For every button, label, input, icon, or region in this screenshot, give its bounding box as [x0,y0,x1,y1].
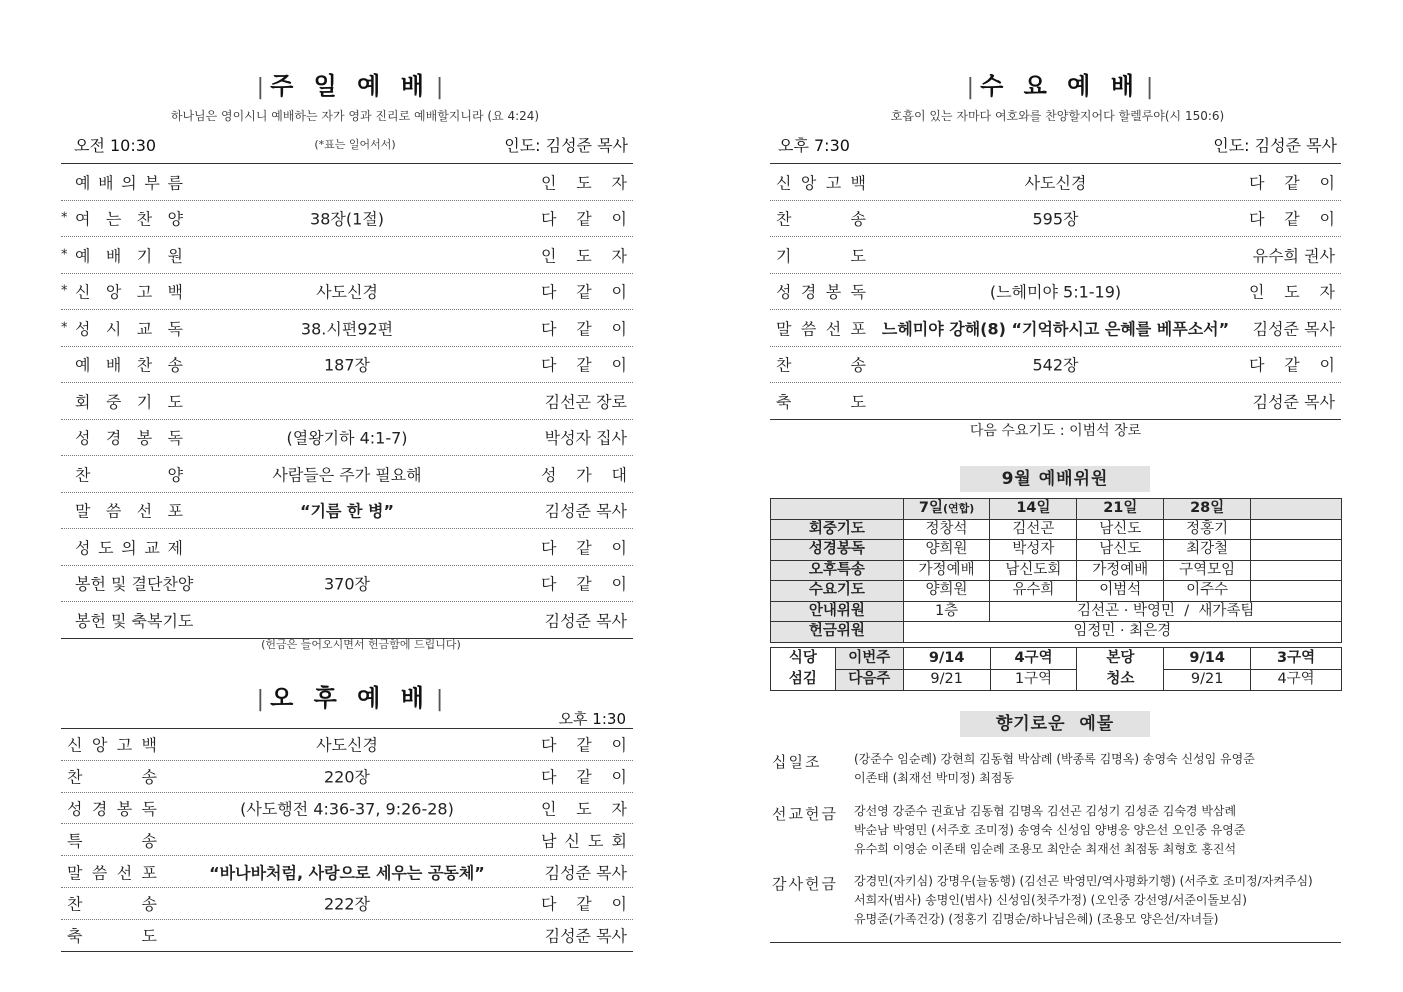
order-row [61,237,633,274]
order-leader: 다 같 이 [541,355,627,375]
duty-row [771,581,1342,602]
duty-date: 7일(연합) [903,499,990,520]
order-item: 예 배 의 부 름 [75,173,183,193]
duty-role: 오후특송 [771,560,904,581]
sunday-standing-note: (*표는 일어서서) [314,138,396,151]
duty-person: 가정예배 [1077,560,1164,581]
standing-mark: * [61,210,68,226]
order-content: “기름 한 병” [300,501,394,521]
order-leader: 다 같 이 [541,538,627,558]
meal-row-next [771,669,1342,691]
duty-person: 이주수 [1164,581,1251,602]
duty-person [1251,540,1342,561]
duty-person: 양희원 [903,540,990,561]
afternoon-order-list [61,728,633,952]
duty-person: 남신도회 [990,560,1077,581]
order-leader: 유수희 권사 [1252,246,1335,266]
order-content: 사람들은 주가 필요해 [272,465,422,485]
duty-person: 정홍기 [1164,519,1251,540]
duty-person: 유수희 [990,581,1077,602]
next-wednesday-prayer: 다음 수요기도 : 이범석 장로 [969,423,1142,439]
order-item: 성 도 의 교 제 [75,538,183,558]
meal-next-group: 1구역 [990,669,1077,691]
afternoon-time: 오후 1:30 [558,710,626,728]
order-row [61,824,633,856]
duty-person: 김선곤 [990,519,1077,540]
offering-donors [854,802,1339,859]
order-item: 찬 송 [776,355,866,375]
next-week-label: 다음주 [835,669,903,691]
order-row [61,529,633,566]
order-content: 사도신경 [1024,173,1087,193]
clean-label: 본당 청소 [1077,648,1164,691]
order-leader: 다 같 이 [541,319,627,339]
order-item: 축 도 [776,392,866,412]
this-week-label: 이번주 [835,648,903,670]
duty-row [771,519,1342,540]
order-leader: 다 같 이 [1249,173,1335,193]
order-leader: 김성준 목사 [1252,319,1335,339]
offering-donors [854,750,1339,788]
clean-this-group: 3구역 [1251,648,1342,670]
duty-table [770,498,1342,643]
order-row [61,420,633,457]
order-row [770,164,1341,201]
sunday-title: | 주 일 예 배 | [256,72,444,100]
guide-row [771,601,1342,622]
guide-floor: 1층 [903,601,990,622]
duty-date: 14일 [990,499,1077,520]
order-leader: 박성자 집사 [544,428,627,448]
duty-person: 가정예배 [903,560,990,581]
duty-corner [771,499,904,520]
order-leader: 다 같 이 [541,735,627,755]
duty-date: 28일 [1164,499,1251,520]
meal-this-date: 9/14 [903,648,990,670]
duty-person: 구역모임 [1164,560,1251,581]
order-leader: 다 같 이 [541,767,627,787]
order-content: 370장 [324,574,370,594]
order-row [61,920,633,952]
order-row [61,761,633,793]
duty-person [1251,519,1342,540]
order-item: 말 씀 선 포 [776,319,866,339]
order-leader: 다 같 이 [541,282,627,302]
order-leader: 김선곤 장로 [544,392,627,412]
duty-role: 수요기도 [771,581,904,602]
duty-role: 성경봉독 [771,540,904,561]
order-row [61,456,633,493]
duty-person: 양희원 [903,581,990,602]
order-leader: 다 같 이 [1249,355,1335,375]
standing-mark: * [61,320,68,336]
order-leader: 인 도 자 [541,173,627,193]
clean-this-date: 9/14 [1164,648,1251,670]
duty-date: 21일 [1077,499,1164,520]
order-item: 성 시 교 독 [75,319,183,339]
guide-names: 김선곤 · 박영민 / 새가족팀 [990,601,1342,622]
order-content: 사도신경 [316,735,378,755]
order-row [770,274,1341,311]
order-item: 봉헌 및 축복기도 [75,611,194,631]
donor-line: 유수희 이영순 이존태 임순례 조용모 최안순 최재선 최점동 최형호 홍진석 [854,842,1237,856]
order-content: 느헤미야 강해(8) “기억하시고 은혜를 베푸소서” [881,319,1230,339]
sunday-time: 오전 10:30 [74,136,157,155]
donor-line: 이존태 (최재선 박미정) 최점동 [854,771,1014,785]
donor-line: 강선영 강준수 권효남 김동협 김명옥 김선곤 김성기 김성준 김숙경 박삼례 [854,804,1237,818]
order-row [770,237,1341,274]
wednesday-leader: 인도: 김성준 목사 [1213,136,1337,155]
offering-names: 임정민 · 최은경 [903,622,1341,643]
order-row [770,310,1341,347]
order-item: 봉헌 및 결단찬양 [75,574,194,594]
offering-type: 선교헌금 [772,805,838,823]
offering-row [771,622,1342,643]
order-item: 특 송 [67,831,157,851]
order-content: (사도행전 4:36-37, 9:26-28) [240,799,454,819]
order-item: 신 앙 고 백 [67,735,157,755]
order-content: (열왕기하 4:1-7) [286,428,408,448]
order-row [61,274,633,311]
offering-type: 십일조 [772,753,822,771]
order-item: 신 앙 고 백 [776,173,866,193]
order-content: 222장 [324,894,370,914]
order-item: 성 경 봉 독 [776,282,866,302]
duty-person: 남신도 [1077,540,1164,561]
offerings-bottom-rule [770,942,1341,943]
order-leader: 김성준 목사 [544,863,627,883]
order-leader: 남 신 도 회 [541,831,627,851]
order-leader: 인 도 자 [1249,282,1335,302]
order-item: 여 는 찬 양 [75,209,183,229]
order-row [770,347,1341,384]
wednesday-title: | 수 요 예 배 | [966,72,1154,100]
offering-donors [854,872,1339,929]
wednesday-verse: 호흡이 있는 자마다 여호와를 찬양할지어다 할렐루야(시 150:6) [890,109,1225,123]
wednesday-time: 오후 7:30 [778,136,850,155]
donor-line: 강경민(자키심) 강명우(늘동행) (김선곤 박영민/역사평화기행) (서주호 조미정/자켜주심) [854,874,1313,888]
order-leader: 김성준 목사 [544,501,627,521]
duty-person: 최강철 [1164,540,1251,561]
meal-table [770,647,1342,691]
offering-type: 감사헌금 [772,875,838,893]
duty-person: 정창석 [903,519,990,540]
order-item: 신 앙 고 백 [75,282,183,302]
duty-title: 9월 예배위원 [960,466,1150,492]
order-leader: 다 같 이 [541,894,627,914]
order-content: 38.시편92편 [300,319,394,339]
guide-label: 안내위원 [771,601,904,622]
order-item: 말 씀 선 포 [75,501,183,521]
order-item: 성 경 봉 독 [67,799,157,819]
order-item: 성 경 봉 독 [75,428,183,448]
order-row [61,793,633,825]
duty-person [1251,560,1342,581]
order-content: (느헤미야 5:1-19) [989,282,1122,302]
wednesday-order-list [770,163,1341,420]
order-leader: 김성준 목사 [544,926,627,946]
order-item: 말 씀 선 포 [67,863,157,883]
sunday-verse: 하나님은 영이시니 예배하는 자가 영과 진리로 예배할지니라 (요 4:24) [170,109,540,123]
clean-next-date: 9/21 [1164,669,1251,691]
order-content: 220장 [324,767,370,787]
meal-row-this [771,648,1342,670]
order-leader: 다 같 이 [1249,209,1335,229]
donor-line: (강준수 임순례) 강현희 김동협 박삼례 (박종록 김명옥) 송영숙 신성임 유영준 [854,752,1255,766]
meal-label: 식당 섬김 [771,648,836,691]
sunday-order-list [61,163,633,639]
order-item: 찬 송 [776,209,866,229]
meal-next-date: 9/21 [903,669,990,691]
order-content: 사도신경 [316,282,378,302]
sunday-leader: 인도: 김성준 목사 [504,136,628,155]
order-item: 찬 양 [75,465,183,485]
offering-label: 헌금위원 [771,622,904,643]
order-content: 595장 [1032,209,1079,229]
order-row [61,566,633,603]
order-leader: 김성준 목사 [544,611,627,631]
order-leader: 다 같 이 [541,574,627,594]
order-leader: 김성준 목사 [1252,392,1335,412]
standing-mark: * [61,283,68,299]
order-row [61,493,633,530]
sunday-footnote: (헌금은 들어오시면서 헌금함에 드립니다) [261,638,461,651]
clean-next-group: 4구역 [1251,669,1342,691]
order-leader: 성 가 대 [541,465,627,485]
order-item: 축 도 [67,926,157,946]
meal-this-group: 4구역 [990,648,1077,670]
offerings-title: 향기로운 예물 [960,711,1150,737]
order-item: 예 배 기 원 [75,246,183,266]
order-row [61,888,633,920]
order-row [61,602,633,639]
order-item: 회 중 기 도 [75,392,183,412]
order-item: 찬 송 [67,894,157,914]
duty-row [771,560,1342,581]
order-item: 찬 송 [67,767,157,787]
donor-line: 박순남 박영민 (서주호 조미정) 송영숙 신성임 양병응 양은선 오인중 유영준 [854,823,1246,837]
order-row [61,347,633,384]
order-row [61,856,633,888]
order-leader: 인 도 자 [541,246,627,266]
order-row [770,383,1341,420]
order-leader: 인 도 자 [541,799,627,819]
order-item: 예 배 찬 송 [75,355,183,375]
donor-line: 유명준(가족건강) (정홍기 김명순/하나님은혜) (조용모 양은선/자녀들) [854,912,1219,926]
afternoon-title: | 오 후 예 배 | [256,684,444,712]
order-row [61,310,633,347]
donor-line: 서희자(범사) 송명인(범사) 신성임(첫주가정) (오인중 강선영/서준이돌보심) [854,893,1247,907]
order-content: 187장 [324,355,370,375]
duty-date-empty [1251,499,1342,520]
duty-person: 이범석 [1077,581,1164,602]
order-content: 38장(1절) [310,209,384,229]
duty-person: 남신도 [1077,519,1164,540]
duty-person [1251,581,1342,602]
order-row [61,729,633,761]
order-leader: 다 같 이 [541,209,627,229]
standing-mark: * [61,247,68,263]
order-row [770,201,1341,238]
order-row [61,383,633,420]
order-row [61,201,633,238]
duty-role: 회중기도 [771,519,904,540]
duty-header-row [771,499,1342,520]
order-row [61,164,633,201]
order-content: 542장 [1032,355,1079,375]
duty-person: 박성자 [990,540,1077,561]
order-content: “바나바처럼, 사랑으로 세우는 공동체” [209,863,485,883]
duty-row [771,540,1342,561]
order-item: 기 도 [776,246,866,266]
